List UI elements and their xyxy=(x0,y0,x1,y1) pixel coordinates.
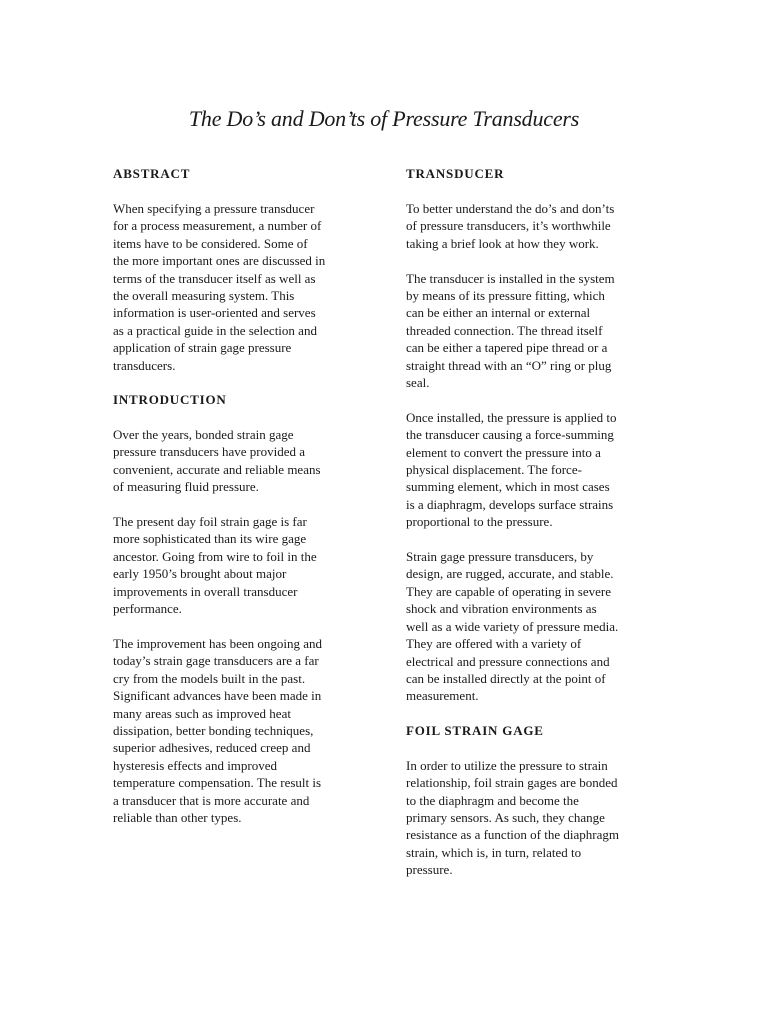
section-abstract xyxy=(113,165,365,374)
section-heading-introduction: INTRODUCTION xyxy=(113,392,227,408)
paragraph: Strain gage pressure transducers, by design, are rugged, accurate, and stable. They are capable of operating in severe shock and vibration environments as well as a wide variety of pressure media. They are offered with a variety of electrical and pressure connections and can be installed directly at the point of measurement. xyxy=(406,549,619,704)
section-transducer xyxy=(406,165,658,705)
paragraph: To better understand the do’s and don’ts of pressure transducers, it’s worthwhile taking a brief look at how they work. xyxy=(406,201,615,251)
section-heading-abstract: ABSTRACT xyxy=(113,166,191,181)
right-column xyxy=(406,165,658,896)
paragraph: Over the years, bonded strain gage pressure transducers have provided a convenient, accurate and reliable means of measuring fluid pressure. xyxy=(113,427,321,495)
section-heading-foil-strain-gage: FOIL STRAIN GAGE xyxy=(406,722,544,738)
section-heading-transducer: TRANSDUCER xyxy=(406,166,505,181)
document-title: The Do’s and Don’ts of Pressure Transducers xyxy=(188,106,580,131)
paragraph: The transducer is installed in the system by means of its pressure fitting, which can be either an internal or external threaded connection. The thread itself can be either a tapered pipe thread or a straight thread with an “O” ring or plug seal. xyxy=(406,270,615,391)
section-foil-strain-gage xyxy=(406,722,658,879)
left-column xyxy=(113,165,365,844)
paragraph: Once installed, the pressure is applied to the transducer causing a force-summing element to convert the pressure into a physical displacement. The force- summing element, which in most cases is a diaphragm, develops surface strains proportional to the pressure. xyxy=(406,409,617,530)
paragraph: In order to utilize the pressure to strain relationship, foil strain gages are bonded to the diaphragm and become the primary sensors. As such, they change resistance as a function of the diaphragm strain, which is, in turn, related to pressure. xyxy=(406,757,619,878)
paragraph: When specifying a pressure transducer for a process measurement, a number of items have to be considered. Some of the more important ones are discussed in terms of the transducer itself as well as the overall measuring system. This information is user-oriented and serves as a practical guide in the selection and application of strain gage pressure transducers. xyxy=(113,201,326,373)
section-introduction xyxy=(113,391,365,826)
paragraph: The improvement has been ongoing and today’s strain gage transducers are a far cry from the models built in the past. Significant advances have been made in many areas such as improved heat dissipation, better bonding techniques, superior adhesives, reduced creep and hysteresis effects and improved temperature compensation. The result is a transducer that is more accurate and reliable than other types. xyxy=(113,635,323,825)
paragraph: The present day foil strain gage is far more sophisticated than its wire gage ancestor. Going from wire to foil in the early 1950’s brought about major improvements in overall transducer performance. xyxy=(113,514,317,617)
